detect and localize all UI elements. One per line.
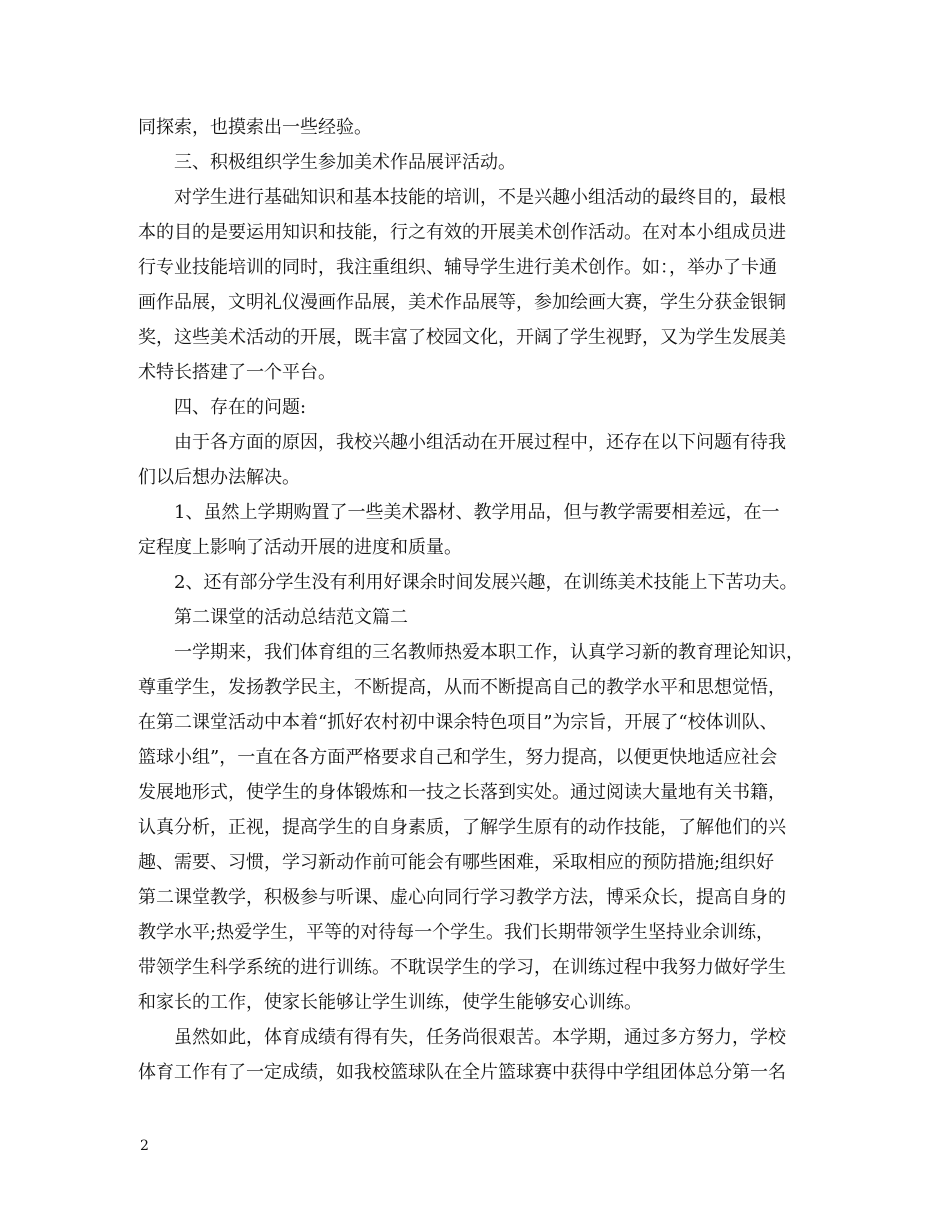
text-line: 术特长搭建了一个平台。 <box>138 362 336 383</box>
text-line: 尊重学生，发扬教学民主，不断提高，从而不断提高自己的教学水平和思想觉悟， <box>138 677 786 698</box>
text-line: 趣、需要、习惯，学习新动作前可能会有哪些困难，采取相应的预防措施;组织好 <box>138 852 775 873</box>
text-line: 对学生进行基础知识和基本技能的培训，不是兴趣小组活动的最终目的，最根 <box>174 187 786 208</box>
text-line: 画作品展，文明礼仪漫画作品展，美术作品展等，参加绘画大赛，学生分获金银铜 <box>138 292 786 313</box>
text-line: 定程度上影响了活动开展的进度和质量。 <box>138 537 462 558</box>
section-heading: 四、存在的问题: <box>174 397 307 418</box>
text-line: 发展地形式，使学生的身体锻炼和一技之长落到实处。通过阅读大量地有关书籍， <box>138 782 786 803</box>
text-line: 篮球小组”，一直在各方面严格要求自己和学生，努力提高，以便更快地适应社会 <box>138 747 778 768</box>
text-line: 教学水平;热爱学生，平等的对待每一个学生。我们长期带领学生坚持业余训练， <box>138 922 775 943</box>
article-title: 第二课堂的活动总结范文篇二 <box>174 607 408 628</box>
text-line: 由于各方面的原因，我校兴趣小组活动在开展过程中，还存在以下问题有待我 <box>174 432 786 453</box>
text-line: 体育工作有了一定成绩，如我校篮球队在全片篮球赛中获得中学组团体总分第一名 <box>138 1062 786 1083</box>
text-line: 们以后想办法解决。 <box>138 467 300 488</box>
page-number: 2 <box>140 1138 149 1154</box>
text-line: 带领学生科学系统的进行训练。不耽误学生的学习，在训练过程中我努力做好学生 <box>138 957 786 978</box>
section-heading: 三、积极组织学生参加美术作品展评活动。 <box>174 152 516 173</box>
text-line: 本的目的是要运用知识和技能，行之有效的开展美术创作活动。在对本小组成员进 <box>138 222 786 243</box>
text-line: 奖，这些美术活动的开展，既丰富了校园文化，开阔了学生视野，又为学生发展美 <box>138 327 786 348</box>
text-line: 第二课堂教学，积极参与听课、虚心向同行学习教学方法，博采众长，提高自身的 <box>138 887 786 908</box>
text-line: 在第二课堂活动中本着“抓好农村初中课余特色项目”为宗旨，开展了“校体训队、 <box>138 712 778 733</box>
text-line: 2、还有部分学生没有利用好课余时间发展兴趣，在训练美术技能上下苦功夫。 <box>174 572 798 593</box>
text-line: 和家长的工作，使家长能够让学生训练，使学生能够安心训练。 <box>138 992 642 1013</box>
text-line: 认真分析，正视，提高学生的自身素质，了解学生原有的动作技能，了解他们的兴 <box>138 817 786 838</box>
text-line: 同探索，也摸索出一些经验。 <box>138 117 372 138</box>
text-line: 虽然如此，体育成绩有得有失，任务尚很艰苦。本学期，通过多方努力，学校 <box>174 1027 786 1048</box>
text-line: 1、虽然上学期购置了一些美术器材、教学用品，但与教学需要相差远，在一 <box>174 502 780 523</box>
text-line: 行专业技能培训的同时，我注重组织、辅导学生进行美术创作。如：，举办了卡通 <box>138 257 777 278</box>
text-line: 一学期来，我们体育组的三名教师热爱本职工作，认真学习新的教育理论知识， <box>174 642 804 663</box>
